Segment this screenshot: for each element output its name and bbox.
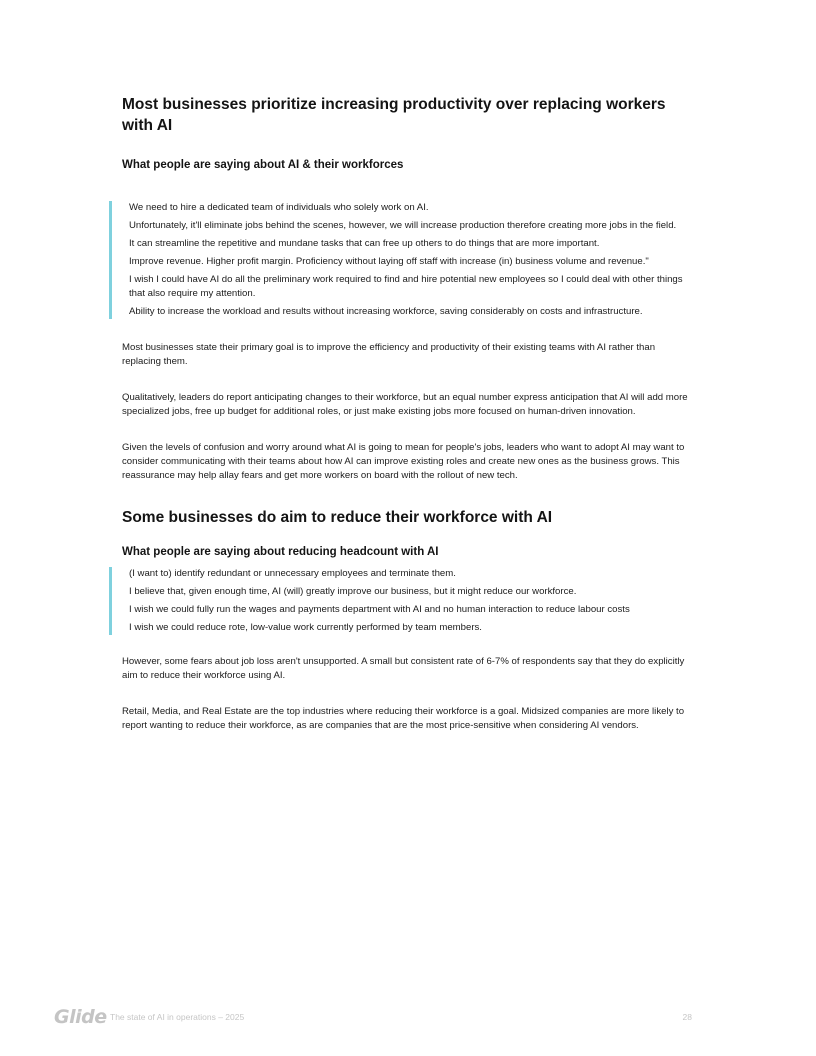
body-paragraph: Most businesses state their primary goal is to improve the efficiency and productivity of their existing teams with AI rather than replacing them. [122, 342, 656, 367]
quote-block-headcount [109, 567, 688, 635]
quote-item: Unfortunately, it'll eliminate jobs behind the scenes, however, we will increase production therefore creating more jobs in the field. [129, 220, 677, 231]
page-number: 28 [682, 1012, 692, 1022]
page-footer [54, 1006, 694, 1028]
quote-item: It can streamline the repetitive and mundane tasks that can free up others to do things that are more important. [129, 238, 600, 249]
body-paragraph: However, some fears about job loss aren't unsupported. A small but consistent rate of 6-7% of respondents say that they do explicitly aim to reduce their workforce using AI. [122, 656, 685, 681]
subheading-headcount-quotes: What people are saying about reducing headcount with AI [122, 546, 439, 558]
body-paragraph: Retail, Media, and Real Estate are the top industries where reducing their workforce is a goal. Midsized companies are more likely to report wanting to reduce their workforce, as are companies that are the most price-sensitive when considering AI vendors. [122, 706, 685, 731]
quote-item: (I want to) identify redundant or unnecessary employees and terminate them. [129, 568, 456, 579]
quote-item: Ability to increase the workload and results without increasing workforce, saving considerably on costs and infrastructure. [129, 306, 643, 317]
page-content [122, 94, 688, 733]
quote-item: Improve revenue. Higher profit margin. Proficiency without laying off staff with increase (in) business volume and revenue." [129, 256, 649, 267]
quote-block-workforce [109, 201, 688, 319]
section-heading-reduce-workforce: Some businesses do aim to reduce their workforce with AI [122, 509, 553, 526]
body-paragraph: Qualitatively, leaders do report anticipating changes to their workforce, but an equal number express anticipation that AI will add more specialized jobs, free up budget for additional roles, or just make existing jobs more focused on human-driven innovation. [122, 392, 688, 417]
quote-item: We need to hire a dedicated team of individuals who solely work on AI. [129, 202, 429, 213]
section-heading-productivity: Most businesses prioritize increasing productivity over replacing workers with AI [122, 96, 666, 134]
quote-item: I wish we could reduce rote, low-value work currently performed by team members. [129, 622, 482, 633]
quote-item: I believe that, given enough time, AI (will) greatly improve our business, but it might reduce our workforce. [129, 586, 577, 597]
quote-item: I wish I could have AI do all the preliminary work required to find and hire potential new employees so I could deal with other things that also require my attention. [129, 274, 683, 299]
footer-report-title: The state of AI in operations – 2025 [110, 1012, 245, 1022]
body-paragraph: Given the levels of confusion and worry around what AI is going to mean for people's jobs, leaders who want to adopt AI may want to consider communicating with their teams about how AI can improve existing roles and create new ones as the business grows. This reassurance may help allay fears and get more workers on board with the rollout of new tech. [122, 442, 685, 481]
subheading-workforce-quotes: What people are saying about AI & their workforces [122, 159, 404, 171]
quote-item: I wish we could fully run the wages and payments department with AI and no human interaction to reduce labour costs [129, 604, 630, 615]
glide-logo: Glide [54, 1006, 107, 1028]
